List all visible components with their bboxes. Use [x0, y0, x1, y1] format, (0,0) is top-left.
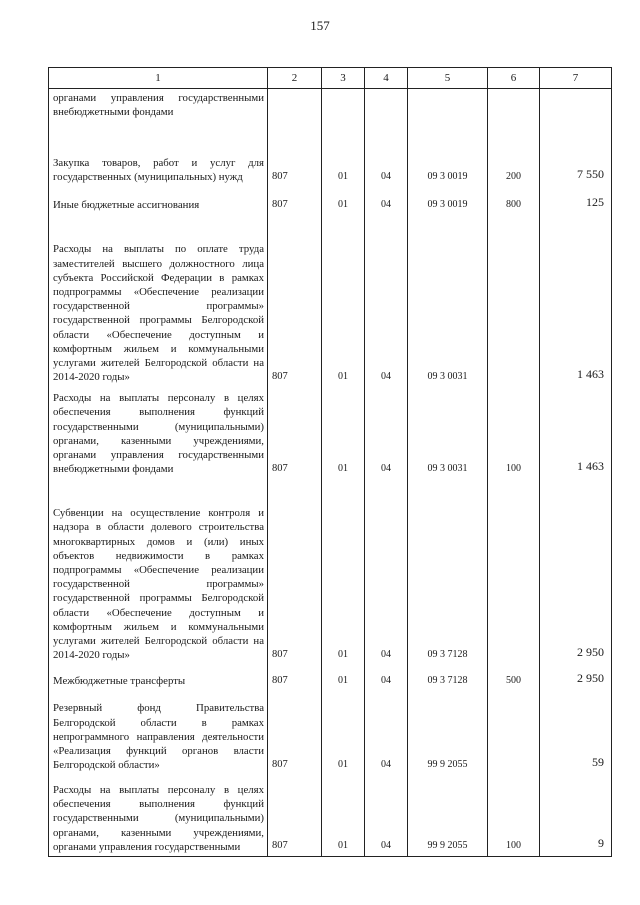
- cell-col-5: 09 3 0031: [408, 387, 488, 479]
- cell-col-5: 09 3 7128: [408, 479, 488, 665]
- cell-col-5: 09 3 0019: [408, 127, 488, 187]
- page-number: 157: [310, 18, 330, 33]
- cell-col-7: 9: [540, 775, 612, 857]
- cell-col-6: [488, 215, 540, 387]
- cell-col-6: [488, 89, 540, 127]
- column-header: 5: [408, 68, 488, 89]
- cell-col-4: 04: [365, 665, 408, 691]
- cell-col-3: 01: [322, 387, 365, 479]
- cell-col-7: 1 463: [540, 215, 612, 387]
- cell-col-4: 04: [365, 187, 408, 215]
- cell-col-3: 01: [322, 691, 365, 775]
- table-row: [49, 775, 612, 857]
- cell-col-5: 99 9 2055: [408, 775, 488, 857]
- row-description: Закупка товаров, работ и услуг для государственных (муниципальных) нужд: [49, 127, 268, 187]
- cell-col-4: 04: [365, 387, 408, 479]
- cell-col-7: 2 950: [540, 479, 612, 665]
- column-header: 1: [49, 68, 268, 89]
- cell-col-7: 1 463: [540, 387, 612, 479]
- cell-col-2: 807: [268, 127, 322, 187]
- cell-col-7: 7 550: [540, 127, 612, 187]
- cell-col-2: 807: [268, 665, 322, 691]
- row-description: Межбюджетные трансферты: [49, 665, 268, 691]
- budget-table: [48, 67, 612, 857]
- row-description: Расходы на выплаты персоналу в целях обеспечения выполнения функций государственными (муниципальными) органами, казенными учреждениями, органами управления государственными внебюджетными фондами: [49, 387, 268, 479]
- table-row: [49, 187, 612, 215]
- cell-col-2: 807: [268, 775, 322, 857]
- table-row: [49, 215, 612, 387]
- cell-col-3: 01: [322, 215, 365, 387]
- table-row: [49, 89, 612, 127]
- cell-col-7: 125: [540, 187, 612, 215]
- cell-col-5: 09 3 0019: [408, 187, 488, 215]
- column-header: 6: [488, 68, 540, 89]
- cell-col-2: 807: [268, 215, 322, 387]
- column-header: 3: [322, 68, 365, 89]
- cell-col-7: 2 950: [540, 665, 612, 691]
- cell-col-6: 500: [488, 665, 540, 691]
- cell-col-4: 04: [365, 691, 408, 775]
- cell-col-2: 807: [268, 387, 322, 479]
- cell-col-6: 100: [488, 387, 540, 479]
- cell-col-2: [268, 89, 322, 127]
- cell-col-3: [322, 89, 365, 127]
- cell-col-6: 200: [488, 127, 540, 187]
- cell-col-3: 01: [322, 775, 365, 857]
- table-row: [49, 691, 612, 775]
- table-row: [49, 127, 612, 187]
- cell-col-3: 01: [322, 479, 365, 665]
- table-row: [49, 665, 612, 691]
- cell-col-5: 09 3 7128: [408, 665, 488, 691]
- row-description: Резервный фонд Правительства Белгородской области в рамках непрограммного направления деятельности «Реализация функций органов власти Белгородской области»: [49, 691, 268, 775]
- column-header: 7: [540, 68, 612, 89]
- cell-col-6: [488, 479, 540, 665]
- cell-col-5: 09 3 0031: [408, 215, 488, 387]
- column-header: 2: [268, 68, 322, 89]
- table-row: [49, 479, 612, 665]
- row-description: Расходы на выплаты персоналу в целях обеспечения выполнения функций государственными (муниципальными) органами, казенными учреждениями, органами управления государственными: [49, 775, 268, 857]
- cell-col-2: 807: [268, 479, 322, 665]
- cell-col-4: 04: [365, 775, 408, 857]
- cell-col-5: 99 9 2055: [408, 691, 488, 775]
- cell-col-3: 01: [322, 127, 365, 187]
- row-description: Иные бюджетные ассигнования: [49, 187, 268, 215]
- cell-col-4: 04: [365, 479, 408, 665]
- cell-col-5: [408, 89, 488, 127]
- cell-col-4: [365, 89, 408, 127]
- cell-col-4: 04: [365, 215, 408, 387]
- cell-col-4: 04: [365, 127, 408, 187]
- cell-col-7: 59: [540, 691, 612, 775]
- row-description: Субвенции на осуществление контроля и надзора в области долевого строительства многоквартирных домов и (или) иных объектов недвижимости в рамках подпрограммы «Обеспечение реализации государственной программы» государственной программы Белгородской области «Обеспечение доступным и комфортным жильем и коммунальными услугами жителей Белгородской области на 2014-2020 годы»: [49, 479, 268, 665]
- cell-col-2: 807: [268, 691, 322, 775]
- cell-col-7: [540, 89, 612, 127]
- table-row: [49, 387, 612, 479]
- cell-col-3: 01: [322, 665, 365, 691]
- header-row: [49, 68, 612, 89]
- cell-col-6: [488, 691, 540, 775]
- cell-col-6: 800: [488, 187, 540, 215]
- row-description: Расходы на выплаты по оплате труда заместителей высшего должностного лица субъекта Российской Федерации в рамках подпрограммы «Обеспечение реализации государственной программы» государственной программы Белгородской области «Обеспечение доступным и комфортным жильем и коммунальными услугами жителей Белгородской области на 2014-2020 годы»: [49, 215, 268, 387]
- cell-col-2: 807: [268, 187, 322, 215]
- cell-col-6: 100: [488, 775, 540, 857]
- cell-col-3: 01: [322, 187, 365, 215]
- row-description: органами управления государственными внебюджетными фондами: [49, 89, 268, 127]
- column-header: 4: [365, 68, 408, 89]
